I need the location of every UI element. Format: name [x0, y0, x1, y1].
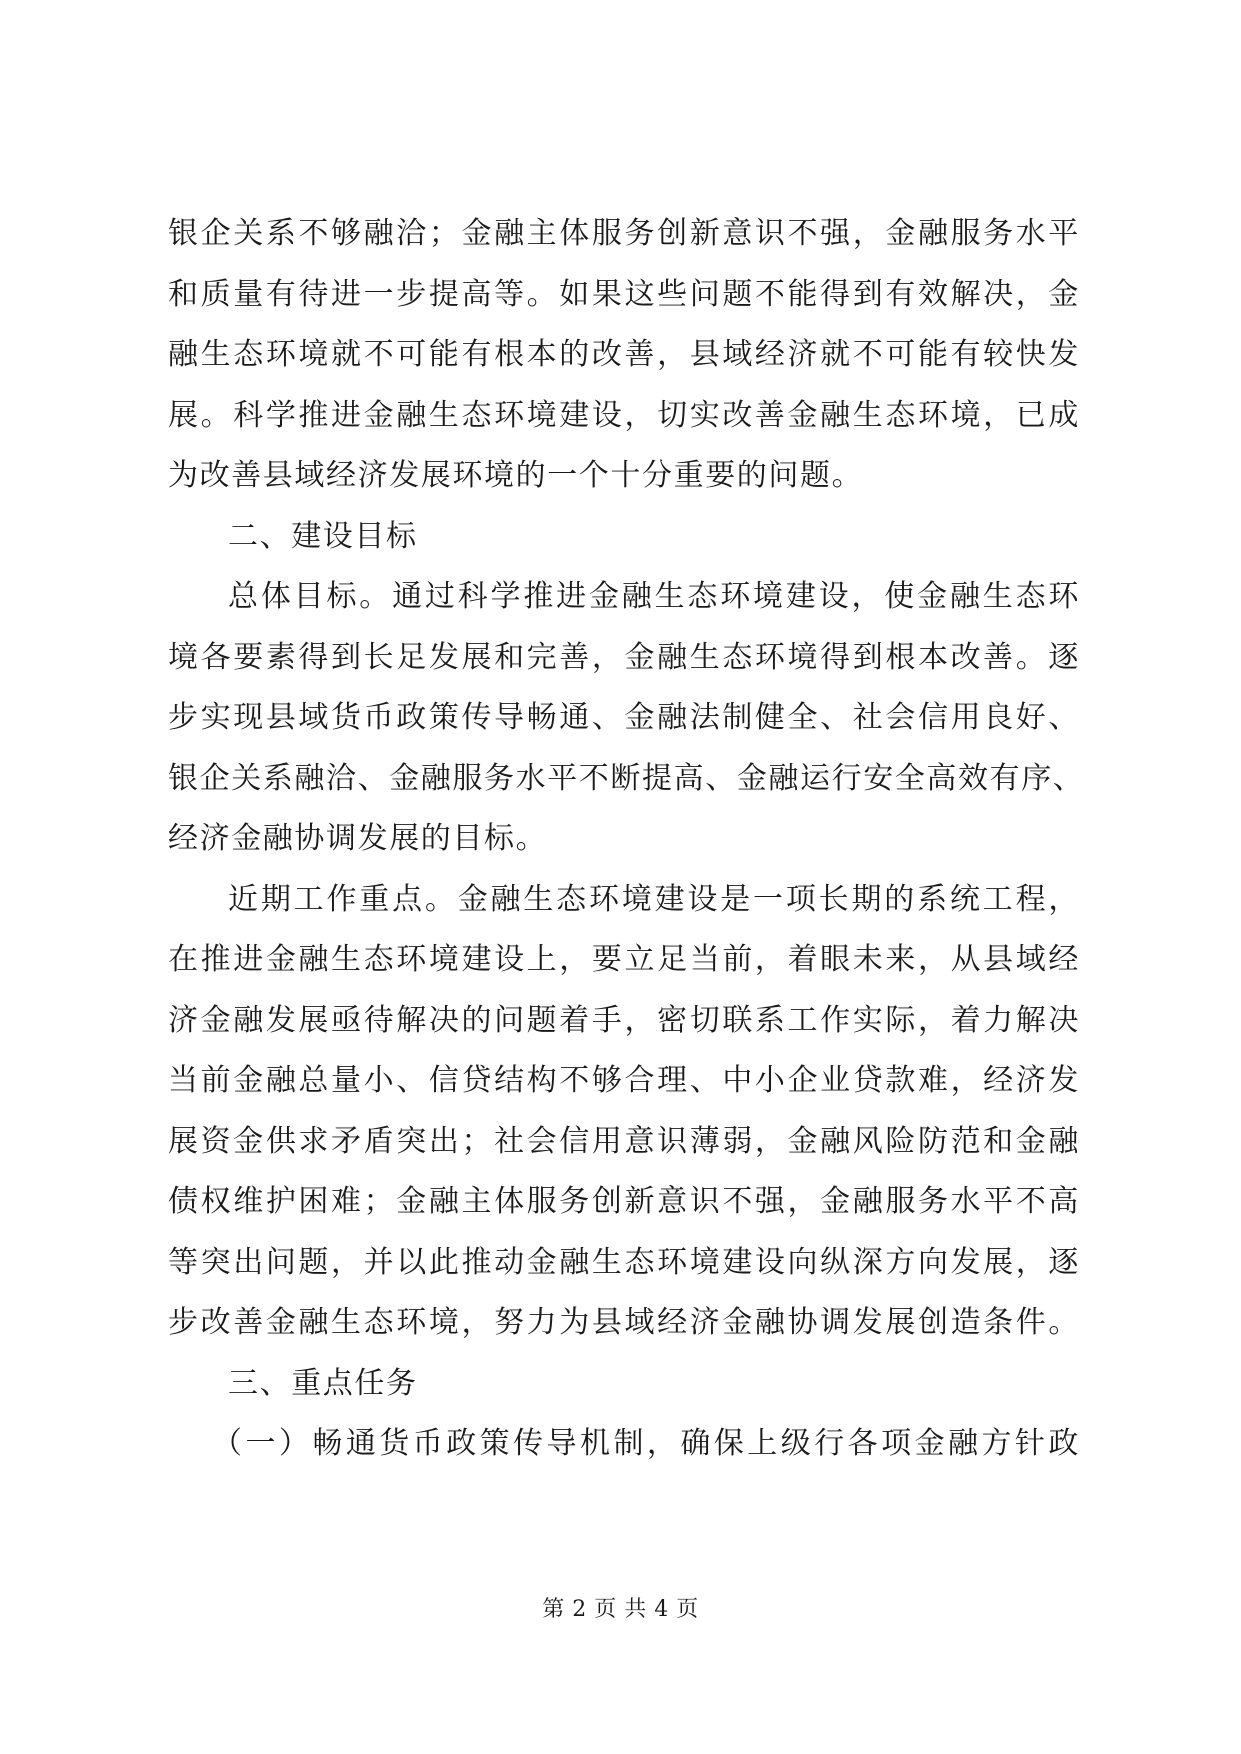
section-heading: 三、重点任务: [228, 1365, 418, 1401]
text-line: 展资金供求矛盾突出；社会信用意识薄弱，金融风险防范和金融: [168, 1123, 1080, 1159]
page-number-footer: 第 2 页 共 4 页: [542, 1597, 699, 1622]
text-line: （一）畅通货币政策传导机制，确保上级行各项金融方针政: [212, 1426, 1080, 1461]
text-line: 经济金融协调发展的目标。: [168, 821, 548, 856]
text-line: 银企关系融洽、金融服务水平不断提高、金融运行安全高效有序、: [168, 760, 1085, 796]
text-line: 银企关系不够融洽；金融主体服务创新意识不强，金融服务水平: [168, 216, 1080, 251]
text-line: 等突出问题，并以此推动金融生态环境建设向纵深方向发展，逐: [168, 1244, 1080, 1280]
text-line: 境各要素得到长足发展和完善，金融生态环境得到根本改善。逐: [168, 639, 1080, 675]
text-line: 为改善县域经济发展环境的一个十分重要的问题。: [168, 458, 864, 493]
body-text: [168, 204, 1085, 1475]
text-line: 步实现县域货币政策传导畅通、金融法制健全、社会信用良好、: [168, 700, 1080, 735]
text-line: 和质量有待进一步提高等。如果这些问题不能得到有效解决，金: [168, 276, 1080, 312]
text-line: 当前金融总量小、信贷结构不够合理、中小企业贷款难，经济发: [168, 1063, 1080, 1098]
text-line: 近期工作重点。金融生态环境建设是一项长期的系统工程，: [228, 881, 1080, 917]
text-line: 融生态环境就不可能有根本的改善，县域经济就不可能有较快发: [168, 337, 1080, 372]
text-line: 在推进金融生态环境建设上，要立足当前，着眼未来，从县域经: [168, 942, 1080, 977]
text-line: 济金融发展亟待解决的问题着手，密切联系工作实际，着力解决: [168, 1002, 1080, 1038]
text-line: 步改善金融生态环境，努力为县域经济金融协调发展创造条件。: [168, 1305, 1080, 1340]
text-line: 展。科学推进金融生态环境建设，切实改善金融生态环境，已成: [168, 397, 1080, 433]
section-heading: 二、建设目标: [228, 518, 418, 554]
text-line: 总体目标。通过科学推进金融生态环境建设，使金融生态环: [228, 579, 1080, 614]
text-line: 债权维护困难；金融主体服务创新意识不强，金融服务水平不高: [168, 1184, 1080, 1219]
